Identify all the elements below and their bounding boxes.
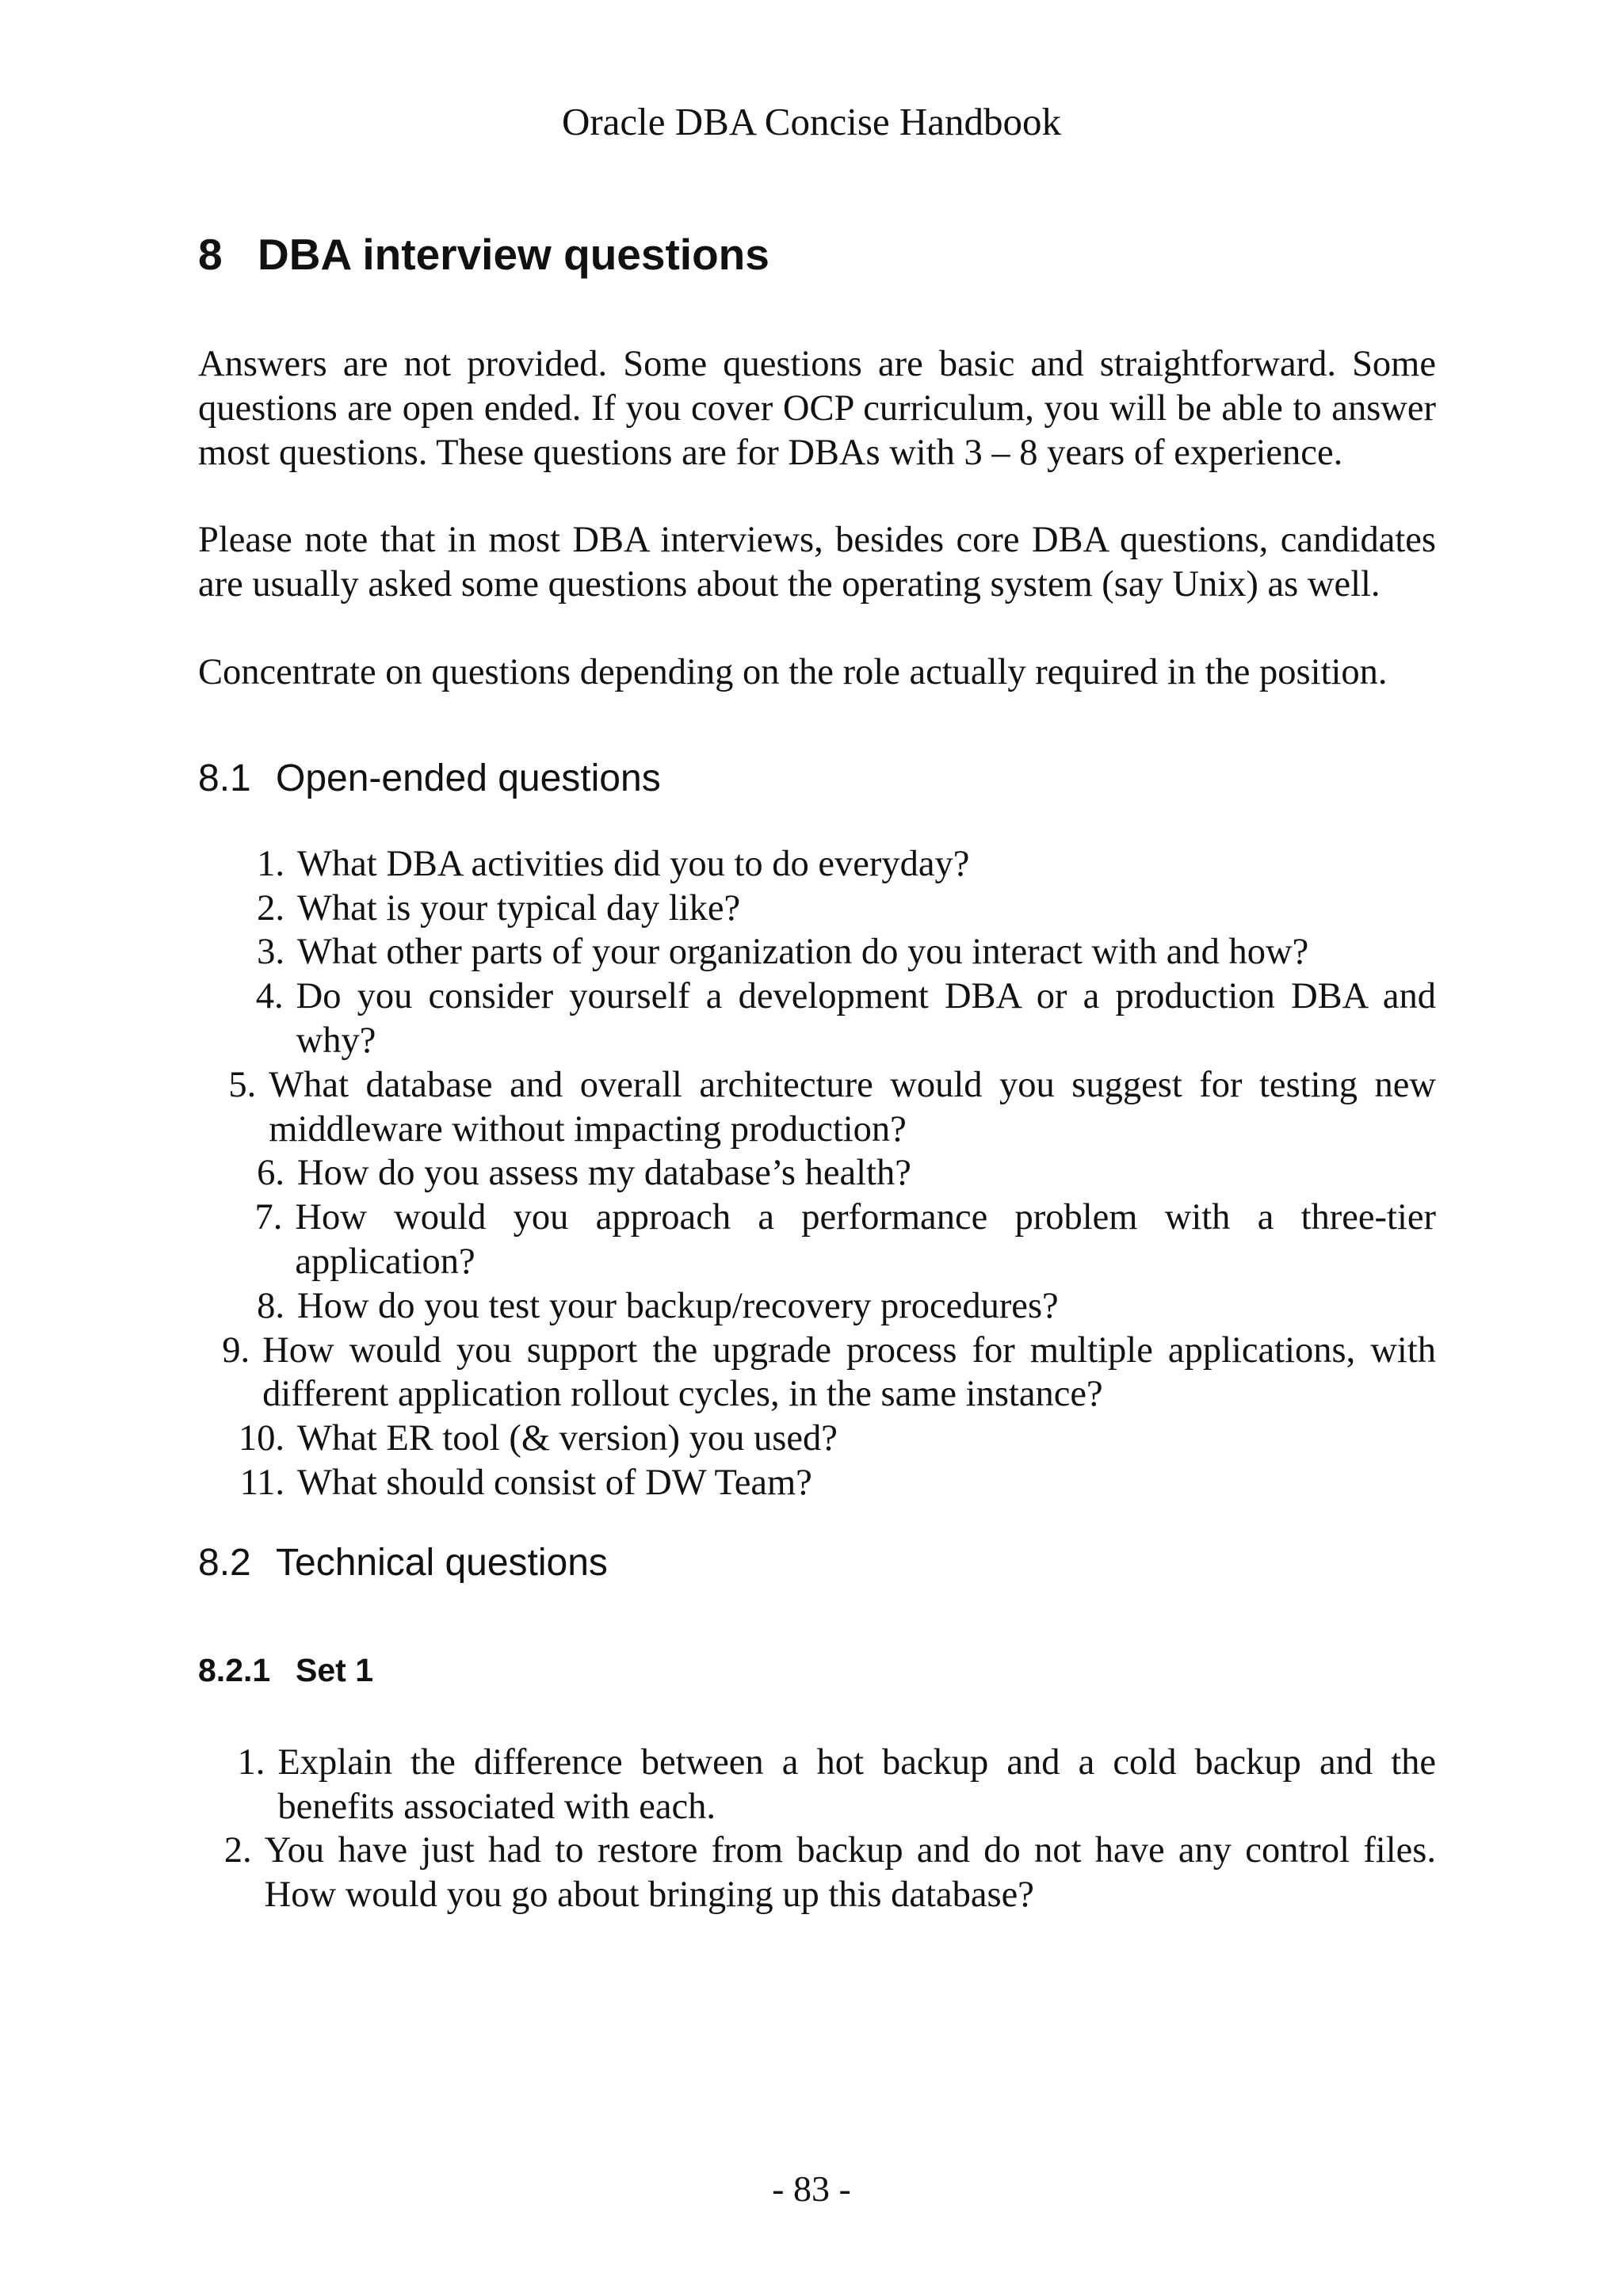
section-number: 8.2 — [198, 1541, 251, 1584]
list-item — [198, 842, 1436, 887]
page-content — [198, 230, 1436, 1917]
list-item-number: 2. — [223, 1830, 252, 1871]
section-heading-8-1 — [198, 757, 1436, 801]
list-item — [198, 887, 1436, 931]
list-item — [198, 1329, 1436, 1417]
section-number: 8.1 — [198, 757, 251, 799]
list-item-text: What database and overall architecture would you suggest for testing new middleware without impacting production? — [269, 1064, 1436, 1150]
list-item-number: 5. — [228, 1064, 257, 1105]
intro-paragraph: Answers are not provided. Some questions are basic and straightforward. Some questions are open ended. If you cover OCP curriculum, you will be able to answer most questions. These questions are for DBAs with 3 – 8 years of experience. — [198, 344, 1436, 473]
list-item — [198, 1741, 1436, 1829]
list-item-number: 2. — [257, 887, 285, 929]
list-item — [198, 930, 1436, 974]
list-item — [198, 1196, 1436, 1284]
chapter-number: 8 — [198, 230, 223, 279]
intro-paragraph: Concentrate on questions depending on the role actually required in the position. — [198, 651, 1388, 692]
section-heading-8-2 — [198, 1541, 1436, 1585]
list-item-text: What ER tool (& version) you used? — [297, 1418, 838, 1459]
technical-question-list — [198, 1741, 1436, 1917]
list-item — [198, 1284, 1436, 1329]
section-title: Open-ended questions — [276, 757, 661, 799]
list-item-number: 1. — [237, 1741, 265, 1783]
page-number: - 83 - — [772, 2168, 851, 2209]
list-item-text: How do you test your backup/recovery procedures? — [297, 1285, 1059, 1326]
list-item-number: 4. — [255, 976, 284, 1017]
list-item-text: What other parts of your organization do you interact with and how? — [297, 932, 1309, 973]
list-item-number: 7. — [254, 1197, 283, 1238]
intro-paragraph: Please note that in most DBA interviews, besides core DBA questions, candidates are usually asked some questions about the operating system (say Unix) as well. — [198, 520, 1436, 605]
section-title: Technical questions — [276, 1541, 608, 1584]
list-item-number: 11. — [239, 1462, 285, 1503]
list-item — [198, 1461, 1436, 1505]
list-item — [198, 1417, 1436, 1461]
list-item-number: 8. — [257, 1285, 285, 1326]
list-item-text: Explain the difference between a hot backup and a cold backup and the benefits associated with each. — [277, 1741, 1436, 1827]
list-item-text: What should consist of DW Team? — [297, 1462, 812, 1503]
list-item-text: How would you approach a performance problem with a three-tier application? — [295, 1197, 1436, 1282]
list-item-number: 10. — [238, 1418, 285, 1459]
subsection-heading-8-2-1 — [198, 1650, 1436, 1690]
list-item-text: How would you support the upgrade process for multiple applications, with different application rollout cycles, in the same instance? — [262, 1329, 1436, 1415]
subsection-number: 8.2.1 — [198, 1651, 271, 1688]
list-item-number: 6. — [257, 1153, 285, 1194]
open-ended-question-list — [198, 842, 1436, 1505]
chapter-heading — [198, 230, 1436, 279]
list-item-text: Do you consider yourself a development DBA or a production DBA and why? — [296, 976, 1436, 1061]
running-header: Oracle DBA Concise Handbook — [561, 100, 1062, 143]
list-item-number: 9. — [222, 1329, 250, 1371]
list-item — [198, 1063, 1436, 1152]
list-item-text: You have just had to restore from backup and do not have any control files. How would you go about bringing up this database? — [264, 1830, 1436, 1916]
list-item-text: What DBA activities did you to do everyday? — [297, 843, 970, 884]
list-item — [198, 1829, 1436, 1917]
list-item-text: How do you assess my database’s health? — [297, 1153, 911, 1194]
list-item — [198, 1151, 1436, 1196]
chapter-title: DBA interview questions — [258, 230, 769, 279]
list-item-number: 3. — [257, 932, 285, 973]
list-item-text: What is your typical day like? — [297, 887, 741, 929]
subsection-title: Set 1 — [296, 1651, 373, 1688]
list-item — [198, 974, 1436, 1063]
list-item-number: 1. — [257, 843, 285, 884]
